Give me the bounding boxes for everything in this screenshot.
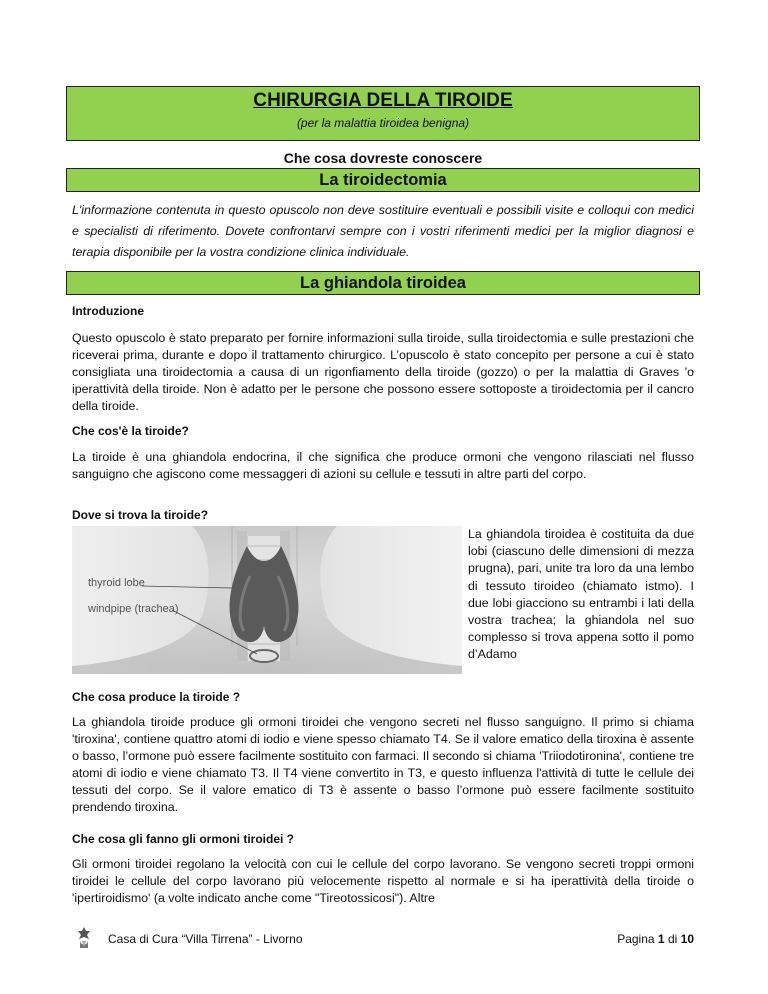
neck-illustration [72, 526, 462, 674]
of-word: di [667, 932, 678, 946]
hormones-heading: Che cosa gli fanno gli ormoni tiroidei ? [72, 832, 295, 846]
where-paragraph: La ghiandola tiroidea è costituita da due lobi (ciascuno delle dimensioni di mezza prugna), pari, unite tra loro da una lembo di tessuto tiroideo (chiamato istmo). I due lobi giacciono su entrambi i lati della vostra trachea; la ghiandola nel suo complesso si trova appena sotto il pomo d’Adamo [468, 527, 694, 662]
title-box [66, 86, 700, 141]
disclaimer-paragraph: L'informazione contenuta in questo opuscolo non deve sostituire eventuali e possibili visite e colloqui con medici e specialisti di riferimento. Dovete confrontarvi sempre con i vostri riferimenti medici per la miglior diagnosi e terapia disponibile per la vostra condizione clinica individuale. [72, 203, 694, 259]
section-heading-ghiandola: La ghiandola tiroidea [66, 271, 700, 295]
section-heading-tiroidectomia: La tiroidectomia [66, 168, 700, 192]
document-title: CHIRURGIA DELLA TIROIDE [253, 90, 513, 111]
where-heading: Dove si trova la tiroide? [72, 508, 209, 522]
current-page: 1 [657, 932, 665, 946]
document-subtitle: (per la malattia tiroidea benigna) [296, 116, 470, 130]
hormones-paragraph: Gli ormoni tiroidei regolano la velocità con cui le cellule del corpo lavorano. Se vengono secreti troppi ormoni tiroidei le cellule del corpo lavorano più velocemente rispetto al normale e si ha iperattività della tiroide o 'ipertiroidismo' (a volte indicato anche come "Tireotossicosi"). Altre [72, 857, 694, 905]
thyroid-lobe-label: thyroid lobe [88, 577, 145, 589]
intro-heading: Introduzione [72, 304, 144, 318]
what-heading: Che cos'è la tiroide? [72, 424, 189, 438]
what-paragraph: La tiroide è una ghiandola endocrina, il che significa che produce ormoni che vengono rilasciati nel flusso sanguigno che agiscono come messaggeri di azioni su cellule e tessuti in altre parti del corpo. [72, 450, 694, 481]
total-pages: 10 [680, 932, 694, 946]
page-word: Pagina [617, 932, 655, 946]
footer-clinic-name: Casa di Cura “Villa Tirrena” - Livorno [108, 932, 303, 946]
produce-heading: Che cosa produce la tiroide ? [72, 690, 241, 704]
intro-paragraph: Questo opuscolo è stato preparato per fornire informazioni sulla tiroide, sulla tiroidectomia e sulle prestazioni che riceverai prima, durante e dopo il trattamento chirurgico. L’opuscolo è stato concepito per persone a cui è stato consigliata una tiroidectomia a causa di un rigonfiamento della tiroide (gozzo) o per la malattia di Graves 'o iperattività della tiroide. Non è adatto per le persone che possono essere sottoposte a tiroidectomia per il cancro della tiroide. [72, 331, 694, 413]
produce-paragraph: La ghiandola tiroide produce gli ormoni tiroidei che vengono secreti nel flusso sanguigno. Il primo si chiama 'tiroxina', contiene quattro atomi di iodio e viene spesso chiamato T4. Se il valore ematico della tiroxina è assente o basso, l’ormone può essere facilmente sostituito con farmaci. Il secondo si chiama 'Triiodotironina', contiene tre atomi di iodio e viene chiamato T3. Il T4 viene convertito in T3, e questo influenza l'attività di tutte le cellule dei tessuti del corpo. Se il valore ematico di T3 è assente o basso l’ormone può essere facilmente sostituito prendendo tiroxina. [72, 715, 694, 814]
what-to-know-heading: Che cosa dovreste conoscere [283, 150, 483, 166]
thyroid-neck-image [72, 526, 462, 674]
trachea-label: windpipe (trachea) [88, 603, 179, 615]
clinic-logo-icon [76, 926, 92, 950]
page-number [617, 932, 694, 946]
